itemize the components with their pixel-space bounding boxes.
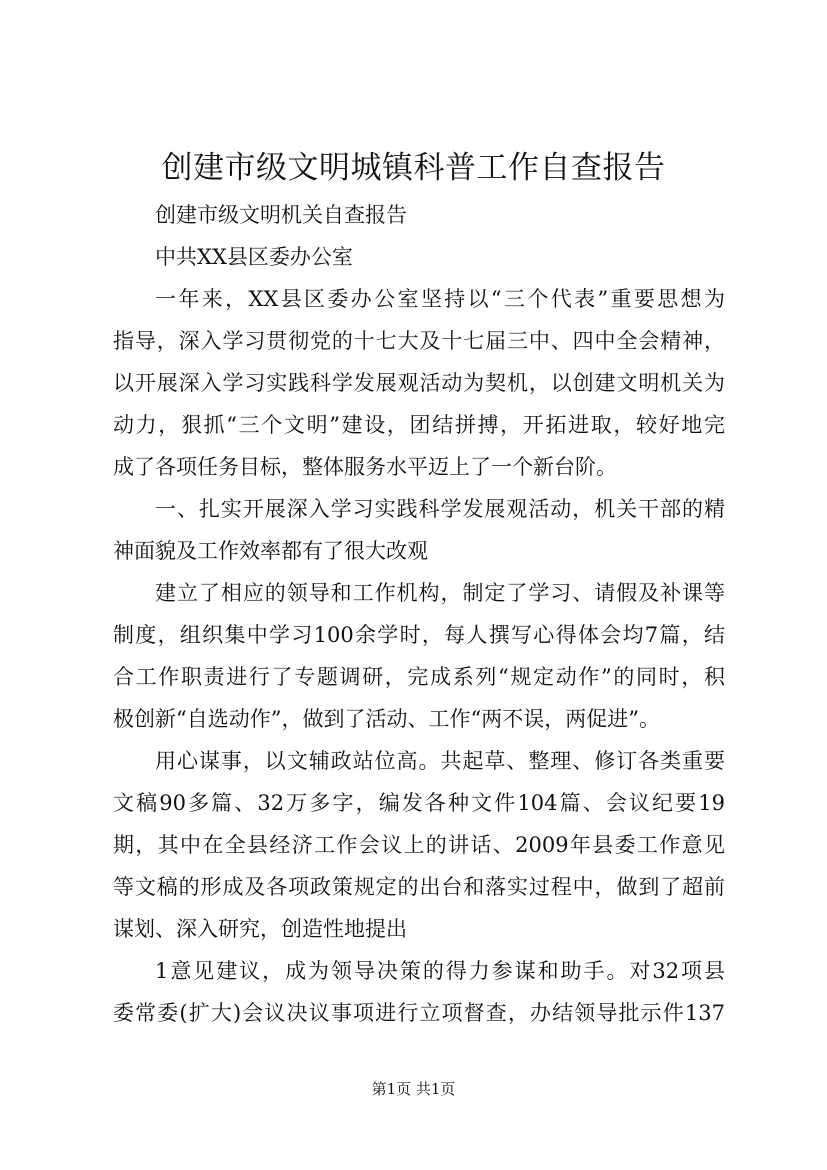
paragraph-line: 1意见建议，成为领导决策的得力参谋和助手。对32项县: [155, 959, 725, 983]
paragraph-line: 成了各项任务目标，整体服务水平迈上了一个新台阶。: [113, 455, 617, 479]
section-heading-line: 神面貌及工作效率都有了很大改观: [113, 539, 428, 563]
document-body: [113, 194, 725, 1034]
paragraph-line: 合工作职责进行了专题调研，完成系列“规定动作”的同时，积: [113, 665, 725, 689]
paragraph-line: 一年来，XX县区委办公室坚持以“三个代表”重要思想为: [155, 287, 725, 311]
page-number-footer: 第1页 共1页: [371, 1080, 456, 1098]
organization-line: 中共XX县区委办公室: [155, 245, 353, 269]
section-heading-line: 一、扎实开展深入学习实践科学发展观活动，机关干部的精: [155, 497, 725, 521]
document-title: 创建市级文明城镇科普工作自查报告: [161, 150, 666, 186]
paragraph-line: 建立了相应的领导和工作机构，制定了学习、请假及补课等: [155, 581, 725, 605]
paragraph-line: 谋划、深入研究，创造性地提出: [113, 917, 407, 941]
paragraph-line: 指导，深入学习贯彻党的十七大及十七届三中、四中全会精神，: [113, 329, 725, 353]
paragraph-line: 文稿90多篇、32万多字，编发各种文件104篇、会议纪要19: [113, 791, 725, 815]
paragraph-line: 期，其中在全县经济工作会议上的讲话、2009年县委工作意见: [113, 833, 725, 857]
subtitle-line: 创建市级文明机关自查报告: [155, 203, 407, 227]
paragraph-line: 极创新“自选动作”，做到了活动、工作“两不误，两促进”。: [113, 707, 660, 731]
paragraph-line: 用心谋事，以文辅政站位高。共起草、整理、修订各类重要: [155, 749, 725, 773]
paragraph-line: 等文稿的形成及各项政策规定的出台和落实过程中，做到了超前: [113, 875, 725, 899]
paragraph-line: 制度，组织集中学习100余学时，每人撰写心得体会均7篇，结: [113, 623, 725, 647]
paragraph-line: 动力，狠抓“三个文明”建设，团结拼搏，开拓进取，较好地完: [113, 413, 725, 437]
paragraph-line: 委常委(扩大)会议决议事项进行立项督查，办结领导批示件137: [113, 1001, 725, 1025]
paragraph-line: 以开展深入学习实践科学发展观活动为契机，以创建文明机关为: [113, 371, 725, 395]
